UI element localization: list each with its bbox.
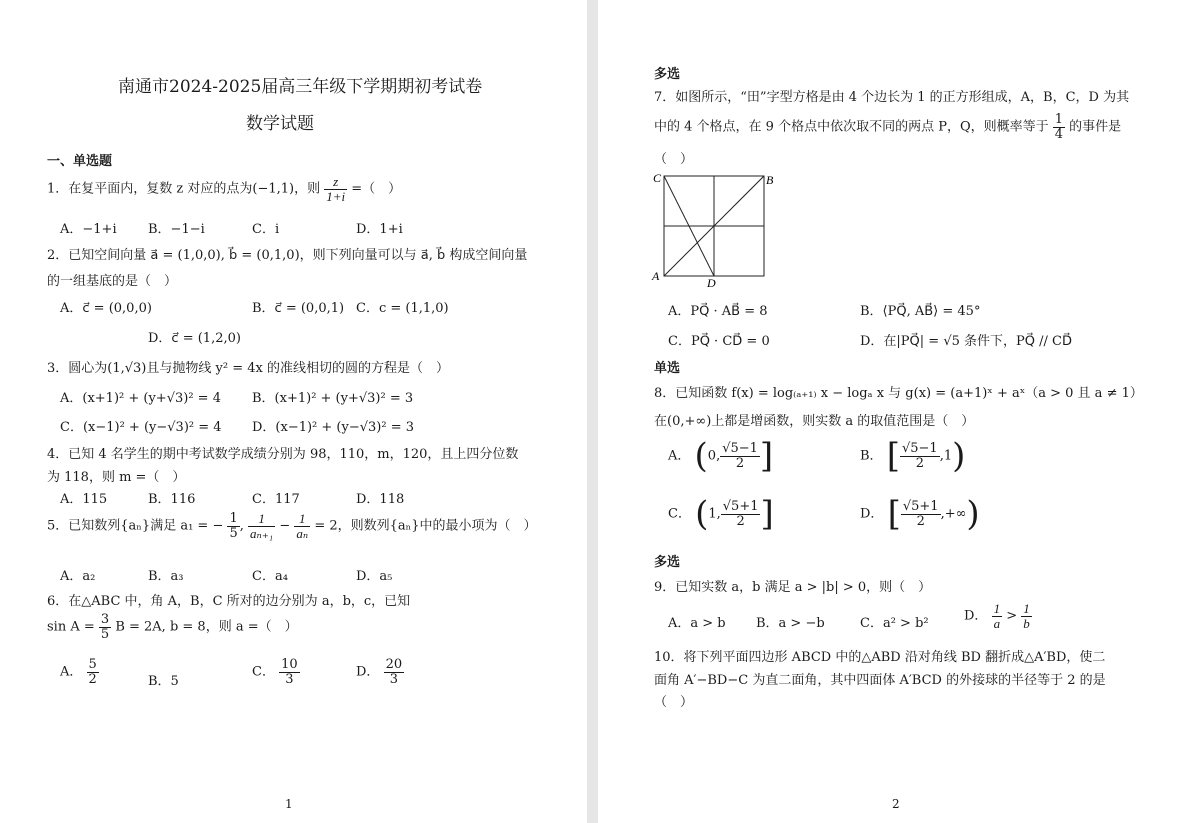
fig-label-a: A bbox=[652, 269, 660, 283]
q5-f1-num: 1 bbox=[229, 511, 238, 526]
q8-option-d-post: ,+∞ bbox=[940, 506, 967, 522]
q5-text: 5．已知数列{aₙ}满足 a₁ = − bbox=[47, 518, 224, 534]
q6-option-c-num: 10 bbox=[281, 657, 298, 672]
q8-option-c-den: 2 bbox=[736, 513, 745, 529]
q6-option-a-den: 2 bbox=[88, 671, 97, 687]
q8-option-a-label: A． bbox=[668, 448, 691, 464]
q8-option-c-open-paren: ( bbox=[695, 494, 709, 534]
q2-option-b: B．c⃗ = (0,0,1) bbox=[252, 301, 345, 316]
q2-line-1: 2．已知空间向量 a⃗ = (1,0,0), b⃗ = (0,1,0)，则下列向量可以与 a⃗, b⃗ 构成空间向量 bbox=[47, 248, 528, 263]
q8-option-b-den: 2 bbox=[915, 455, 924, 471]
q6-line-1: 6．在△ABC 中，角 A，B，C 所对的边分别为 a，b，c，已知 bbox=[47, 594, 411, 609]
q9-option-d-fraction-1 bbox=[992, 602, 1003, 630]
q7-grid-figure bbox=[648, 170, 778, 290]
q8-option-a bbox=[668, 436, 774, 476]
q9-option-d-f2-num: 1 bbox=[1023, 601, 1030, 616]
q7-line-3: （ ） bbox=[654, 152, 694, 167]
q9-option-d bbox=[964, 602, 1032, 630]
q1-frac-den: 1+i bbox=[326, 188, 346, 204]
q10-line-2: 面角 A′−BD−C 为直二面角，其中四面体 A′BCD 的外接球的半径等于 2 的是 bbox=[654, 673, 1106, 688]
q1-text: 1．在复平面内，复数 z 对应的点为(−1,1)，则 bbox=[47, 181, 321, 197]
q9-line-1: 9．已知实数 a，b 满足 a > |b| > 0，则（ ） bbox=[654, 580, 932, 595]
q8-option-b-num: √5−1 bbox=[901, 440, 938, 456]
q8-option-c-fraction bbox=[721, 500, 761, 528]
q8-option-d bbox=[860, 494, 980, 534]
q8-option-b-post: ,1 bbox=[939, 448, 953, 464]
q6-option-c bbox=[252, 658, 300, 686]
q5-text-end: = 2，则数列{aₙ}中的最小项为（ ） bbox=[314, 518, 537, 534]
q5-option-c: C．a₄ bbox=[252, 569, 288, 584]
q4-option-a: A．115 bbox=[60, 492, 108, 507]
section-heading: 一、单选题 bbox=[47, 154, 113, 169]
q6-option-c-fraction bbox=[279, 658, 300, 686]
q7-line-1: 7．如图所示，“田”字型方格是由 4 个边长为 1 的正方形组成，A，B，C，D 为其 bbox=[654, 90, 1130, 105]
fig-label-c: C bbox=[653, 171, 662, 185]
q8-option-c-label: C． bbox=[668, 506, 691, 522]
q1-option-d: D．1+i bbox=[356, 222, 403, 237]
fig-label-d: D bbox=[707, 276, 716, 290]
q8-option-b bbox=[860, 436, 966, 476]
q6-option-d-fraction bbox=[384, 658, 405, 686]
q8-option-d-open-bracket: [ bbox=[887, 494, 901, 534]
q6-option-c-label: C． bbox=[252, 664, 275, 680]
q8-option-d-fraction bbox=[901, 500, 941, 528]
q8-option-a-pre: 0, bbox=[707, 448, 721, 464]
q9-option-d-fraction-2 bbox=[1021, 602, 1032, 630]
q8-line-1: 8．已知函数 f(x) = log₍ₐ₊₁₎ x − logₐ x 与 g(x) = (a+1)ˣ + aˣ（a > 0 且 a ≠ 1） bbox=[654, 386, 1143, 401]
q7-line-2-text: 中的 4 个格点，在 9 个格点中依次取不同的两点 P，Q，则概率等于 bbox=[654, 119, 1049, 135]
q6-sin-a: sin A = bbox=[47, 619, 95, 635]
q8-option-d-label: D． bbox=[860, 506, 884, 522]
q8-line-2: 在(0,+∞)上都是增函数，则实数 a 的取值范围是（ ） bbox=[654, 414, 975, 429]
q4-option-c: C．117 bbox=[252, 492, 300, 507]
q6-option-b: B．5 bbox=[148, 674, 179, 689]
q4-option-d: D．118 bbox=[356, 492, 405, 507]
q5-fraction-1 bbox=[227, 512, 239, 540]
exam-title: 南通市2024-2025届高三年级下学期期初考试卷 bbox=[118, 77, 483, 97]
q9-option-d-label: D． bbox=[964, 608, 988, 624]
q6-frac-num: 3 bbox=[100, 612, 110, 627]
q6-option-a bbox=[60, 658, 99, 686]
q8-option-c bbox=[668, 494, 774, 534]
exam-page-2 bbox=[598, 0, 1197, 823]
q1-fraction bbox=[324, 175, 347, 203]
q5-f3-num: 1 bbox=[294, 512, 310, 527]
q8-option-b-close-paren: ) bbox=[952, 436, 966, 476]
q6-option-d-num: 20 bbox=[385, 657, 403, 672]
q8-option-d-close-paren: ) bbox=[966, 494, 980, 534]
q2-option-a: A．c⃗ = (0,0,0) bbox=[60, 301, 152, 316]
q7-option-b: B．⟨PQ⃗, AB⃗⟩ = 45° bbox=[860, 304, 981, 319]
q7-line-2 bbox=[654, 113, 1121, 141]
exam-page-1 bbox=[0, 0, 587, 823]
q8-option-b-open-bracket: [ bbox=[886, 436, 900, 476]
tag-single-choice: 单选 bbox=[654, 361, 681, 376]
q7-fraction bbox=[1053, 113, 1065, 141]
q4-line-1: 4．已知 4 名学生的期中考试数学成绩分别为 98，110，m，120，且上四分位数 bbox=[47, 447, 519, 462]
question-5 bbox=[47, 512, 537, 540]
q6-option-d bbox=[356, 658, 404, 686]
q8-option-a-fraction bbox=[720, 442, 760, 470]
q5-f1-den: 5 bbox=[229, 525, 238, 541]
q5-fraction-3 bbox=[294, 512, 310, 540]
q10-line-3: （ ） bbox=[654, 695, 694, 710]
q9-option-d-f1-den: a bbox=[993, 615, 1001, 631]
q4-line-2: 为 118，则 m =（ ） bbox=[47, 470, 186, 485]
q7-option-d: D．在|PQ⃗| = √5 条件下，PQ⃗ // CD⃗ bbox=[860, 334, 1072, 349]
q6-frac-den: 5 bbox=[100, 626, 110, 642]
q8-option-a-num: √5−1 bbox=[722, 440, 758, 456]
page-number-2: 2 bbox=[892, 797, 900, 811]
q6-option-a-label: A． bbox=[60, 664, 83, 680]
q6-option-d-label: D． bbox=[356, 664, 380, 680]
exam-subtitle: 数学试题 bbox=[246, 114, 314, 134]
q3-option-a: A．(x+1)² + (y+√3)² = 4 bbox=[60, 391, 221, 406]
q8-option-d-den: 2 bbox=[916, 513, 925, 529]
q3-option-c: C．(x−1)² + (y−√3)² = 4 bbox=[60, 420, 222, 435]
q7-frac-num: 1 bbox=[1054, 112, 1064, 127]
q5-option-a: A．a₂ bbox=[60, 569, 96, 584]
q6-option-c-den: 3 bbox=[285, 671, 294, 687]
q2-option-d: D．c⃗ = (1,2,0) bbox=[148, 331, 241, 346]
q9-option-d-gt: > bbox=[1006, 608, 1018, 624]
q5-fraction-2 bbox=[248, 512, 275, 540]
q8-option-c-close-bracket: ] bbox=[760, 494, 774, 534]
tag-multi-choice-2: 多选 bbox=[654, 555, 681, 570]
q1-text-end: =（ ） bbox=[351, 181, 402, 197]
q8-option-d-num: √5+1 bbox=[902, 498, 939, 514]
q5-option-d: D．a₅ bbox=[356, 569, 393, 584]
q5-f3-den: aₙ bbox=[296, 525, 309, 541]
q8-option-a-den: 2 bbox=[735, 455, 745, 471]
q6-fraction bbox=[99, 613, 111, 641]
q1-option-b: B．−1−i bbox=[148, 222, 205, 237]
q5-comma: , bbox=[239, 518, 244, 534]
q2-line-2: 的一组基底的是（ ） bbox=[47, 274, 178, 289]
q6-option-d-den: 3 bbox=[389, 671, 398, 687]
q8-option-c-num: √5+1 bbox=[722, 498, 759, 514]
q4-option-b: B．116 bbox=[148, 492, 196, 507]
q6-option-a-num: 5 bbox=[88, 657, 97, 672]
q5-option-b: B．a₃ bbox=[148, 569, 184, 584]
q7-line-2-end: 的事件是 bbox=[1069, 119, 1122, 135]
q1-frac-num: z bbox=[324, 175, 347, 190]
q9-option-a: A．a > b bbox=[668, 616, 726, 631]
q6-text-end: B = 2A, b = 8，则 a =（ ） bbox=[115, 619, 298, 635]
q8-option-c-pre: 1, bbox=[708, 506, 721, 522]
fig-label-b: B bbox=[766, 173, 774, 187]
question-1 bbox=[47, 175, 401, 203]
q5-f2-den: aₙ₊₁ bbox=[250, 525, 274, 541]
page-number-1: 1 bbox=[285, 797, 293, 811]
q8-option-a-open-paren: ( bbox=[694, 436, 708, 476]
q9-option-d-f2-den: b bbox=[1023, 615, 1030, 631]
q9-option-d-f1-num: 1 bbox=[993, 601, 1001, 616]
q5-minus: − bbox=[279, 518, 291, 534]
q3-option-d: D．(x−1)² + (y−√3)² = 3 bbox=[252, 420, 415, 435]
q1-option-a: A．−1+i bbox=[60, 222, 117, 237]
q9-option-c: C．a² > b² bbox=[860, 616, 929, 631]
q8-option-a-close-bracket: ] bbox=[759, 436, 774, 476]
q7-option-c: C．PQ⃗ · CD⃗ = 0 bbox=[668, 334, 770, 349]
q8-option-b-label: B． bbox=[860, 448, 883, 464]
q7-option-a: A．PQ⃗ · AB⃗ = 8 bbox=[668, 304, 768, 319]
q9-option-b: B．a > −b bbox=[756, 616, 825, 631]
q2-option-c: C．c = (1,1,0) bbox=[356, 301, 449, 316]
q5-f2-num: 1 bbox=[248, 512, 275, 527]
q7-frac-den: 4 bbox=[1054, 126, 1064, 142]
q3-line-1: 3．圆心为(1,√3)且与抛物线 y² = 4x 的准线相切的圆的方程是（ ） bbox=[47, 361, 449, 376]
q8-option-b-fraction bbox=[900, 442, 940, 470]
q3-option-b: B．(x+1)² + (y+√3)² = 3 bbox=[252, 391, 414, 406]
tag-multi-choice-1: 多选 bbox=[654, 67, 681, 82]
q1-option-c: C．i bbox=[252, 222, 280, 237]
q6-option-a-fraction bbox=[87, 658, 99, 686]
q10-line-1: 10．将下列平面四边形 ABCD 中的△ABD 沿对角线 BD 翻折成△A′BD，使二 bbox=[654, 650, 1106, 665]
q6-line-2 bbox=[47, 613, 298, 641]
